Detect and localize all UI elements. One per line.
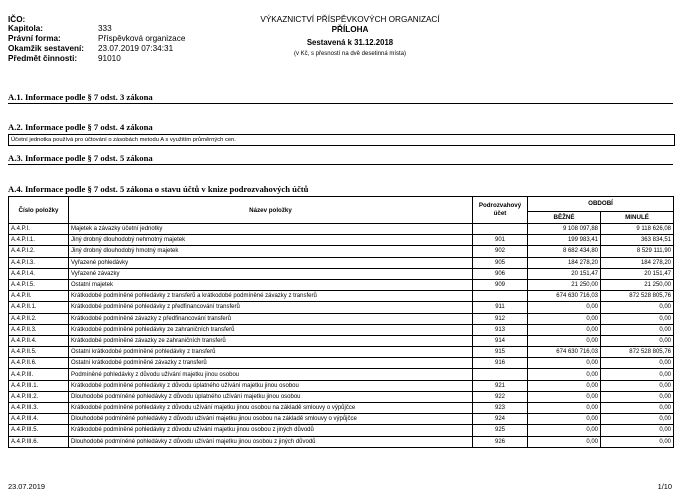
cell-cislo: A.4.P.III.4. [9, 414, 69, 425]
table-row [9, 257, 674, 268]
cell-nazev: Dlouhodobé podmíněné pohledávky z důvodu užívání majetku jinou osobou z jiných důvodů [69, 436, 473, 447]
cell-nazev: Krátkodobé podmíněné pohledávky z transferů a krátkodobé podmíněné závazky z transferů [69, 291, 473, 302]
section-a1-title: A.1. Informace podle § 7 odst. 3 zákona [8, 92, 153, 102]
footer-page-number: 1/10 [657, 482, 672, 491]
cell-bezne: 0,00 [528, 403, 601, 414]
cell-bezne: 8 682 434,80 [528, 246, 601, 257]
cell-ucet: 913 [473, 324, 528, 335]
cell-nazev: Krátkodobé podmíněné pohledávky z důvodu užívání majetku jinou osobou z jiných důvodů [69, 425, 473, 436]
cell-ucet: 914 [473, 335, 528, 346]
cell-minule: 0,00 [601, 358, 674, 369]
cell-nazev: Krátkodobé podmíněné pohledávky z předfinancování transferů [69, 302, 473, 313]
cell-minule: 9 118 626,08 [601, 224, 674, 235]
section-a1-rule [8, 103, 673, 104]
section-a2-note: Účetní jednotka používá pro účtování o zásobách metodu A s využitím průměrných cen. [8, 134, 675, 146]
cell-cislo: A.4.P.III.1. [9, 380, 69, 391]
table-row [9, 302, 674, 313]
cell-minule: 184 278,20 [601, 257, 674, 268]
okamzik-value: 23.07.2019 07:34:31 [98, 44, 174, 53]
cell-nazev: Krátkodobé podmíněné pohledávky z důvodu úplatného užívání majetku jinou osobou [69, 380, 473, 391]
section-a3-rule [8, 164, 673, 165]
cell-minule: 363 834,51 [601, 235, 674, 246]
kapitola-label: Kapitola: [8, 24, 44, 33]
cell-nazev: Krátkodobé podmíněné závazky z předfinancování transferů [69, 313, 473, 324]
table-row [9, 436, 674, 447]
cell-nazev: Podmíněné pohledávky z důvodu užívání majetku jinou osobou [69, 369, 473, 380]
cell-cislo: A.4.P.III. [9, 369, 69, 380]
table-row [9, 391, 674, 402]
cell-ucet: 924 [473, 414, 528, 425]
cell-ucet: 925 [473, 425, 528, 436]
table-row [9, 335, 674, 346]
cell-minule: 21 250,00 [601, 279, 674, 290]
table-row [9, 235, 674, 246]
cell-cislo: A.4.P.III.3. [9, 403, 69, 414]
footer-date: 23.07.2019 [8, 482, 45, 491]
cell-nazev: Dlouhodobé podmíněné pohledávky z důvodu užívání majetku jinou osobou na základě smlouvy o výpůjčce [69, 414, 473, 425]
cell-nazev: Dlouhodobé podmíněné pohledávky z důvodu úplatného užívání majetku jinou osobou [69, 391, 473, 402]
cell-nazev: Ostatní krátkodobé podmíněné závazky z transferů [69, 358, 473, 369]
cell-bezne: 0,00 [528, 425, 601, 436]
cell-cislo: A.4.P.II.1. [9, 302, 69, 313]
cell-cislo: A.4.P.III.5. [9, 425, 69, 436]
cell-ucet: 911 [473, 302, 528, 313]
cell-cislo: A.4.P.I.4. [9, 268, 69, 279]
cell-nazev: Majetek a závazky účetní jednotky [69, 224, 473, 235]
ico-label: IČO: [8, 15, 26, 24]
table-row [9, 246, 674, 257]
cell-minule: 0,00 [601, 414, 674, 425]
cell-nazev: Jiný drobný dlouhodobý nehmotný majetek [69, 235, 473, 246]
table-row [9, 324, 674, 335]
cell-minule: 0,00 [601, 302, 674, 313]
cell-minule: 872 528 805,76 [601, 347, 674, 358]
cell-cislo: A.4.P.II.2. [9, 313, 69, 324]
col-header-nazev: Název položky [69, 197, 473, 224]
cell-ucet: 922 [473, 391, 528, 402]
cell-minule: 0,00 [601, 380, 674, 391]
cell-ucet: 912 [473, 313, 528, 324]
section-a2-title: A.2. Informace podle § 7 odst. 4 zákona [8, 122, 153, 132]
col-header-ucet: Podrozvahový účet [473, 197, 528, 224]
cell-nazev: Vyřazené závazky [69, 268, 473, 279]
predmet-value: 91010 [98, 54, 121, 63]
cell-cislo: A.4.P.III.6. [9, 436, 69, 447]
cell-bezne: 21 250,00 [528, 279, 601, 290]
cell-cislo: A.4.P.II.4. [9, 335, 69, 346]
table-row [9, 268, 674, 279]
section-a4-title: A.4. Informace podle § 7 odst. 5 zákona o stavu účtů v knize podrozvahových účtů [8, 184, 309, 194]
cell-nazev: Krátkodobé podmíněné závazky ze zahraničních transferů [69, 335, 473, 346]
cell-minule: 872 528 805,76 [601, 291, 674, 302]
cell-ucet: 909 [473, 279, 528, 290]
section-a3-title: A.3. Informace podle § 7 odst. 5 zákona [8, 153, 153, 163]
cell-cislo: A.4.P.II.3. [9, 324, 69, 335]
cell-cislo: A.4.P.I. [9, 224, 69, 235]
kapitola-value: 333 [98, 24, 112, 33]
cell-minule: 0,00 [601, 335, 674, 346]
col-header-minule: MINULÉ [601, 211, 674, 223]
report-title: VÝKAZNICTVÍ PŘÍSPĚVKOVÝCH ORGANIZACÍ [260, 15, 440, 24]
cell-nazev: Krátkodobé podmíněné pohledávky z důvodu užívání majetku jinou osobou na základě smlouvy o výpůjčce [69, 403, 473, 414]
cell-bezne: 0,00 [528, 391, 601, 402]
table-row [9, 313, 674, 324]
cell-ucet: 923 [473, 403, 528, 414]
cell-ucet: 916 [473, 358, 528, 369]
cell-cislo: A.4.P.II. [9, 291, 69, 302]
cell-cislo: A.4.P.I.3. [9, 257, 69, 268]
table-row [9, 403, 674, 414]
podrozvaha-table [8, 196, 674, 448]
cell-bezne: 0,00 [528, 414, 601, 425]
report-date: Sestavená k 31.12.2018 [306, 38, 394, 47]
pravni-forma-label: Právní forma: [8, 34, 61, 43]
table-row [9, 358, 674, 369]
cell-bezne: 674 630 716,03 [528, 291, 601, 302]
cell-cislo: A.4.P.I.2. [9, 246, 69, 257]
cell-bezne: 0,00 [528, 436, 601, 447]
cell-minule: 8 529 111,90 [601, 246, 674, 257]
cell-bezne: 184 278,20 [528, 257, 601, 268]
col-header-cislo: Číslo položky [9, 197, 69, 224]
predmet-label: Předmět činnosti: [8, 54, 78, 63]
cell-cislo: A.4.P.I.1. [9, 235, 69, 246]
cell-bezne: 9 108 097,88 [528, 224, 601, 235]
col-header-obdobi: OBDOBÍ [528, 197, 674, 212]
cell-cislo: A.4.P.III.2. [9, 391, 69, 402]
table-row [9, 380, 674, 391]
okamzik-label: Okamžik sestavení: [8, 44, 85, 53]
cell-minule: 0,00 [601, 369, 674, 380]
cell-minule: 0,00 [601, 324, 674, 335]
cell-nazev: Ostatní krátkodobé podmíněné pohledávky z transferů [69, 347, 473, 358]
cell-bezne: 0,00 [528, 302, 601, 313]
cell-bezne: 0,00 [528, 369, 601, 380]
cell-bezne: 674 630 716,03 [528, 347, 601, 358]
cell-ucet [473, 224, 528, 235]
cell-bezne: 199 983,41 [528, 235, 601, 246]
table-row [9, 224, 674, 235]
cell-ucet: 926 [473, 436, 528, 447]
cell-nazev: Krátkodobé podmíněné pohledávky ze zahraničních transferů [69, 324, 473, 335]
table-row [9, 291, 674, 302]
cell-bezne: 0,00 [528, 313, 601, 324]
cell-ucet [473, 369, 528, 380]
cell-ucet: 921 [473, 380, 528, 391]
cell-ucet: 905 [473, 257, 528, 268]
cell-cislo: A.4.P.II.5. [9, 347, 69, 358]
report-units-note: (v Kč, s přesností na dvě desetinná místa) [293, 51, 407, 57]
cell-nazev: Jiný drobný dlouhodobý hmotný majetek [69, 246, 473, 257]
cell-minule: 0,00 [601, 436, 674, 447]
cell-minule: 0,00 [601, 313, 674, 324]
pravni-forma-value: Příspěvková organizace [98, 34, 186, 43]
cell-bezne: 0,00 [528, 335, 601, 346]
cell-nazev: Ostatní majetek [69, 279, 473, 290]
cell-bezne: 0,00 [528, 380, 601, 391]
cell-cislo: A.4.P.I.5. [9, 279, 69, 290]
cell-ucet [473, 291, 528, 302]
cell-minule: 0,00 [601, 391, 674, 402]
col-header-bezne: BĚŽNÉ [528, 211, 601, 223]
report-subtitle: PŘÍLOHA [331, 25, 369, 34]
cell-ucet: 915 [473, 347, 528, 358]
cell-minule: 0,00 [601, 403, 674, 414]
cell-ucet: 902 [473, 246, 528, 257]
cell-minule: 0,00 [601, 425, 674, 436]
cell-ucet: 906 [473, 268, 528, 279]
table-row [9, 347, 674, 358]
cell-bezne: 0,00 [528, 324, 601, 335]
cell-bezne: 0,00 [528, 358, 601, 369]
cell-nazev: Vyřazené pohledávky [69, 257, 473, 268]
cell-bezne: 20 151,47 [528, 268, 601, 279]
table-row [9, 414, 674, 425]
cell-minule: 20 151,47 [601, 268, 674, 279]
cell-cislo: A.4.P.II.6. [9, 358, 69, 369]
table-row [9, 425, 674, 436]
cell-ucet: 901 [473, 235, 528, 246]
table-row [9, 279, 674, 290]
table-row [9, 369, 674, 380]
